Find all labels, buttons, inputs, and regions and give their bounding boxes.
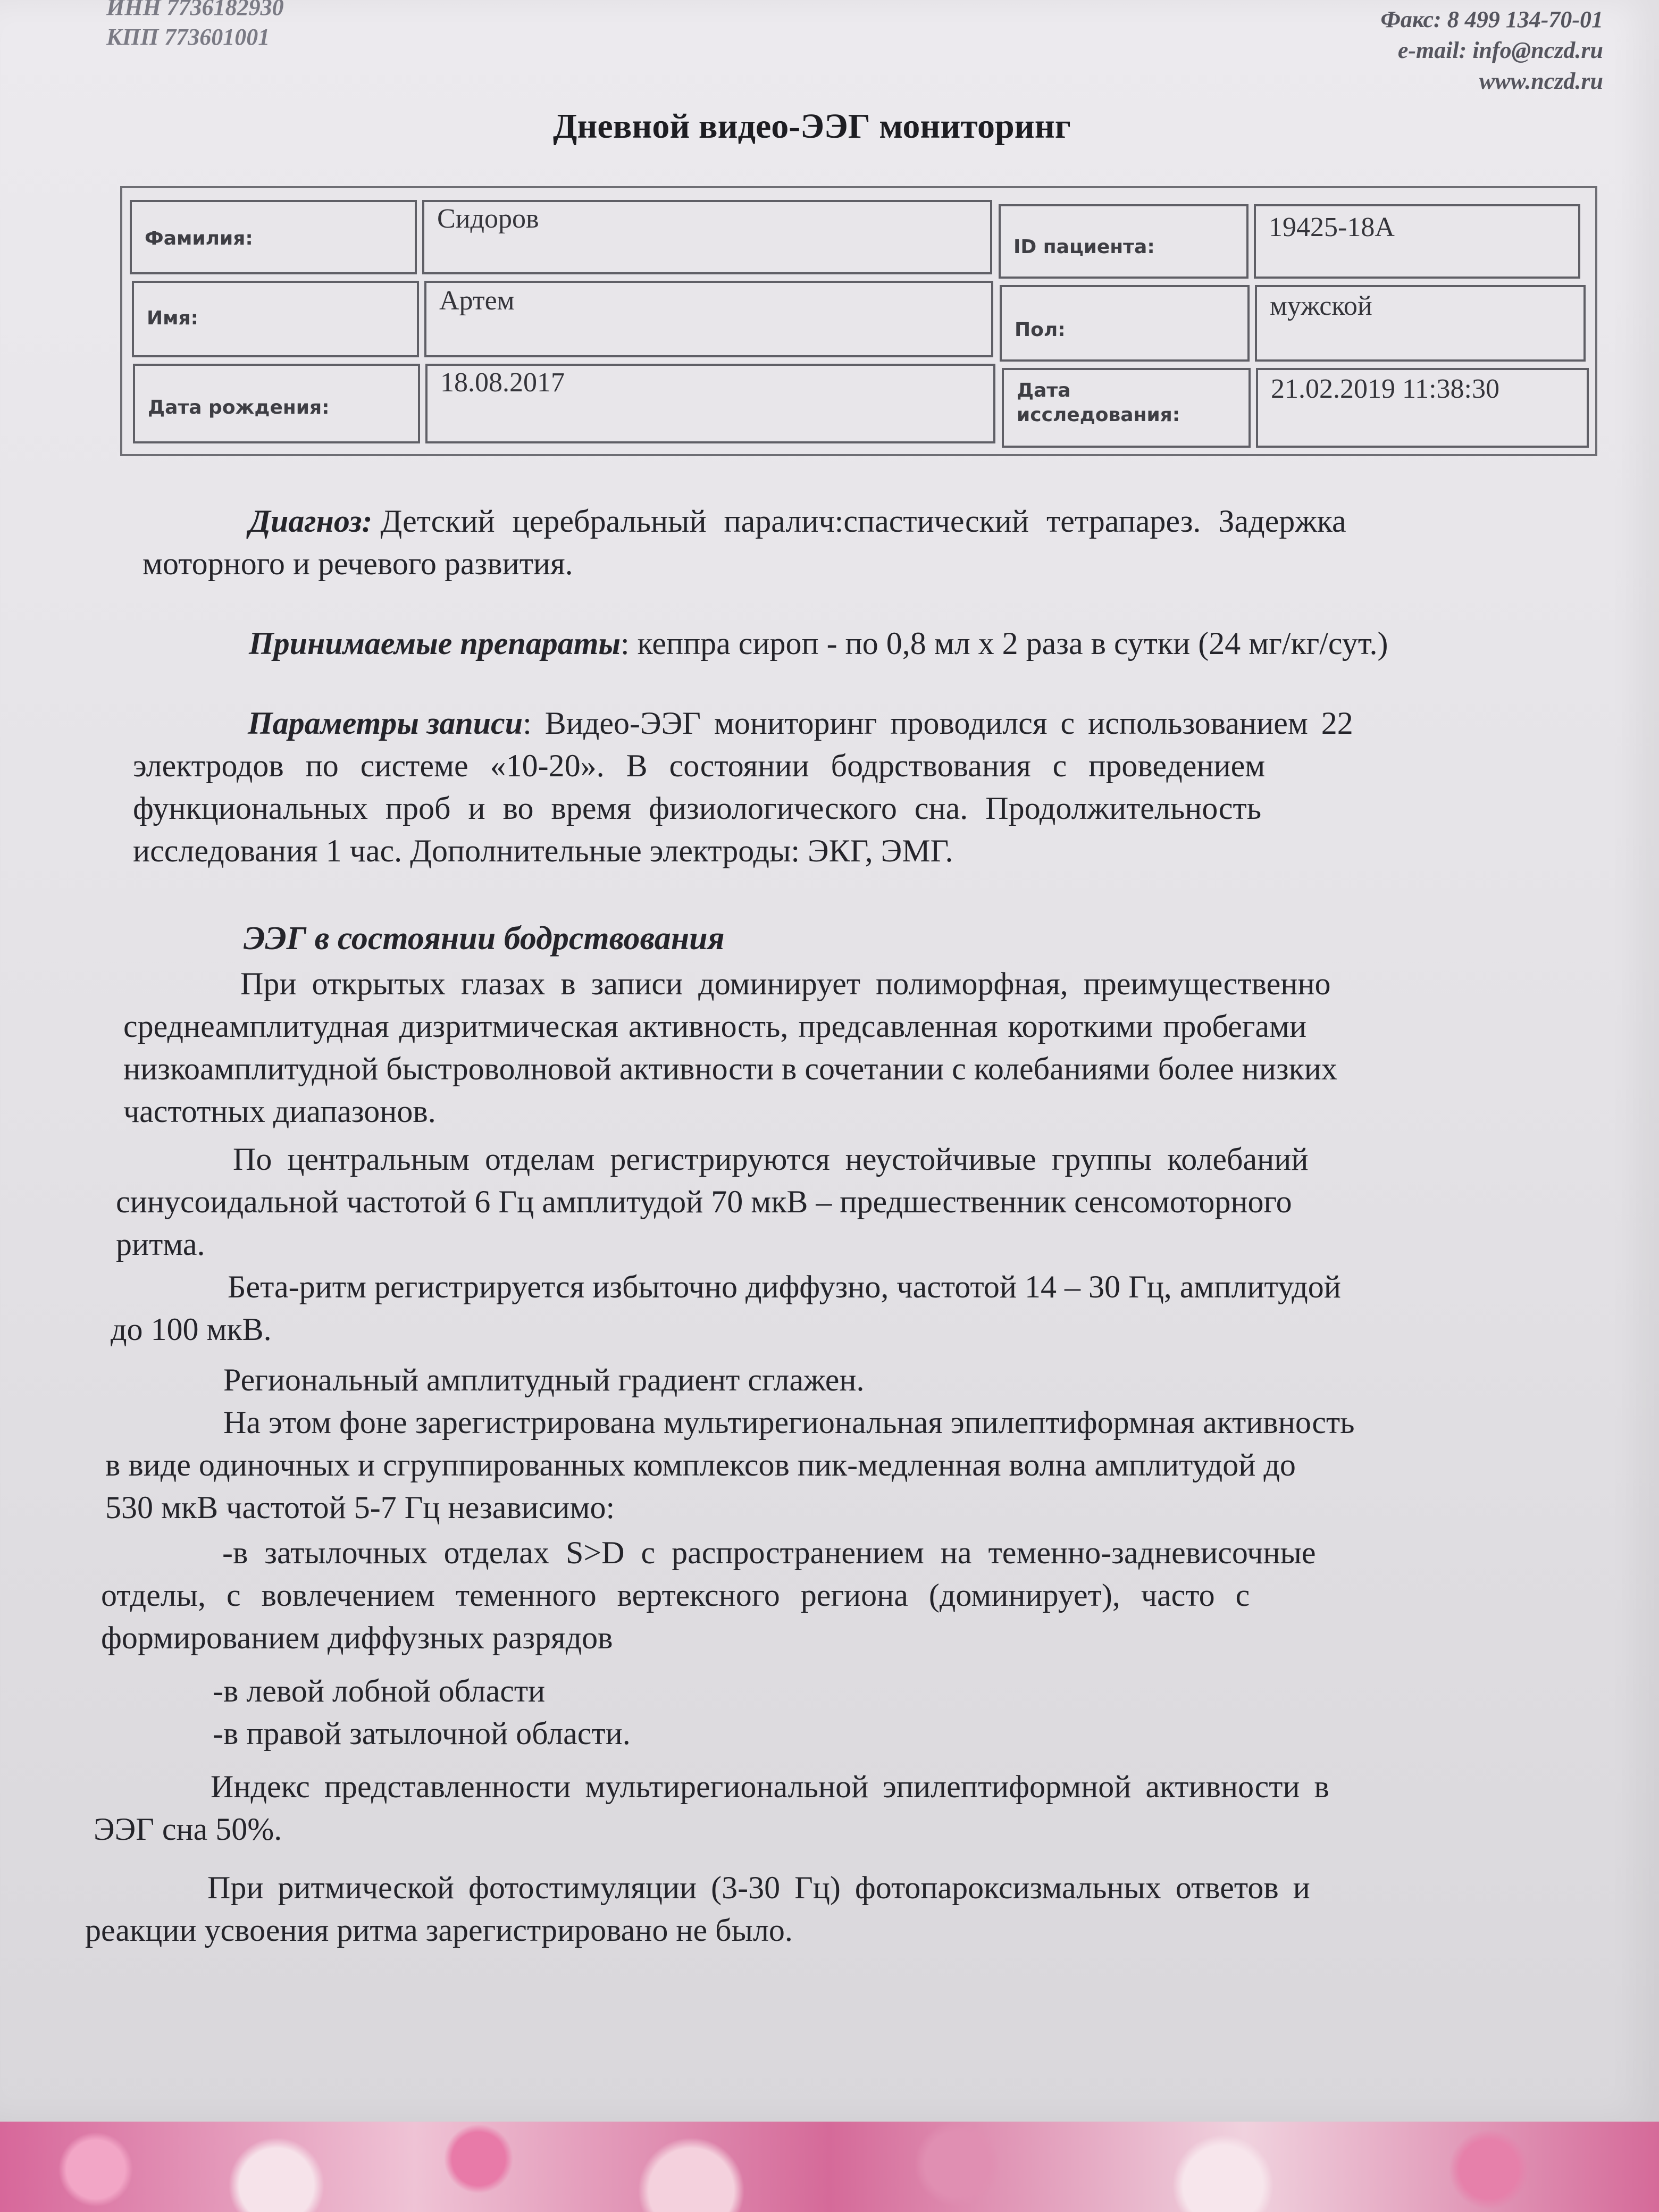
surname-value-cell (422, 200, 992, 274)
name-value: Артем (439, 286, 515, 316)
exam-date-value: 21.02.2019 11:38:30 (1271, 374, 1499, 404)
website-text: www.nczd.ru (1479, 68, 1603, 94)
exam-date-label-cell (1002, 368, 1251, 448)
wake-p5-line-3: 530 мкВ частотой 5-7 Гц независимо: (105, 1490, 615, 1525)
surname-value: Сидоров (437, 204, 539, 234)
params-line-2: электродов по системе «10-20». В состоянии бодрствования с проведением (133, 748, 1266, 783)
wake-p1-line-2: среднеамплитудная дизритмическая активность, предсавленная короткими пробегами (123, 1009, 1307, 1044)
wake-paragraph-1 (123, 962, 1337, 1133)
org-contacts (1380, 4, 1603, 97)
wake-p1-line-1: При открытых глазах в записи доминирует полиморфная, преимущественно (240, 966, 1331, 1001)
exam-date-value-cell (1256, 368, 1589, 448)
email-text: e-mail: info@nczd.ru (1397, 37, 1603, 63)
params-line-1: : Видео-ЭЭГ мониторинг проводился с использованием 22 (523, 706, 1353, 741)
diagnosis-label: Диагноз: (249, 504, 373, 539)
wake-paragraph-5 (105, 1401, 1355, 1529)
diagnosis-line-2: моторного и речевого развития. (143, 546, 573, 581)
wake-p5-line-1: На этом фоне зарегистрирована мультирегиональная эпилептиформная активность (223, 1405, 1355, 1440)
drugs-paragraph (249, 622, 1388, 665)
wake-paragraph-2 (116, 1138, 1309, 1266)
wake-p6-line-1: -в затылочных отделах S>D с распространением на теменно-задневисочные (222, 1535, 1316, 1570)
wake-p2-line-3: ритма. (116, 1227, 205, 1262)
params-paragraph (133, 702, 1353, 872)
fax-text: Факс: 8 499 134-70-01 (1380, 6, 1603, 32)
patient-id-label: ID пациента: (1013, 236, 1155, 258)
wake-p2-line-1: По центральным отделам регистрируются неустойчивые группы колебаний (233, 1142, 1309, 1177)
wake-p10-line-1: При ритмической фотостимуляции (3-30 Гц) фотопароксизмальных ответов и (207, 1870, 1310, 1905)
background-fabric (0, 2122, 1659, 2212)
org-requisites (106, 0, 284, 52)
birth-label-cell (133, 364, 420, 443)
wake-p7-line: -в левой лобной области (213, 1673, 546, 1708)
wake-paragraph-7 (213, 1670, 631, 1755)
drugs-label: Принимаемые препараты (249, 626, 621, 661)
sex-label-cell (1000, 285, 1250, 362)
wake-paragraph-9 (94, 1765, 1329, 1850)
sex-value: мужской (1270, 291, 1372, 321)
patient-id-value-cell (1254, 204, 1580, 279)
name-label: Имя: (147, 307, 199, 329)
diagnosis-paragraph (143, 500, 1578, 585)
params-line-3: функциональных проб и во время физиологического сна. Продолжительность (133, 791, 1262, 826)
wake-paragraph-3 (111, 1266, 1341, 1351)
wake-p6-line-3: формированием диффузных разрядов (101, 1620, 613, 1655)
wake-p4-line: Региональный амплитудный градиент сглажен. (223, 1362, 865, 1397)
patient-id-label-cell (999, 204, 1249, 279)
surname-label: Фамилия: (145, 228, 253, 249)
diagnosis-line-1: Детский церебральный паралич:спастический тетрапарез. Задержка (380, 504, 1346, 539)
sex-value-cell (1255, 285, 1586, 362)
wake-p1-line-4: частотных диапазонов. (123, 1094, 436, 1129)
birth-value-cell (425, 364, 995, 443)
wake-p2-line-2: синусоидальной частотой 6 Гц амплитудой 70 мкВ – предшественник сенсомоторного (116, 1184, 1292, 1219)
params-line-4: исследования 1 час. Дополнительные электроды: ЭКГ, ЭМГ. (133, 833, 953, 868)
exam-date-label-line1: Дата (1017, 380, 1071, 401)
wake-p5-line-2: в виде одиночных и сгруппированных комплексов пик-медленная волна амплитудой до (105, 1447, 1296, 1482)
wake-p3-line-1: Бета-ритм регистрируется избыточно диффузно, частотой 14 – 30 Гц, амплитудой (228, 1269, 1341, 1304)
exam-date-label-line2: исследования: (1017, 404, 1180, 426)
inn-text: ИНН 7736182930 (106, 0, 284, 20)
wake-paragraph-10 (85, 1866, 1310, 1951)
wake-section-heading: ЭЭГ в состоянии бодрствования (244, 920, 725, 957)
wake-paragraph-4 (223, 1359, 865, 1401)
wake-p8-line: -в правой затылочной области. (213, 1716, 631, 1751)
name-value-cell (424, 281, 993, 357)
wake-paragraph-6 (101, 1531, 1316, 1659)
wake-p9-line-2: ЭЭГ сна 50%. (94, 1812, 282, 1847)
name-label-cell (132, 281, 419, 357)
wake-p9-line-1: Индекс представленности мультирегиональной эпилептиформной активности в (211, 1769, 1329, 1804)
wake-p1-line-3: низкоамплитудной быстроволновой активности в сочетании с колебаниями более низких (123, 1051, 1337, 1086)
document-title: Дневной видео-ЭЭГ мониторинг (553, 107, 1071, 146)
kpp-text: КПП 773601001 (106, 24, 270, 50)
drugs-text: : кеппра сироп - по 0,8 мл х 2 раза в сутки (24 мг/кг/сут.) (621, 626, 1388, 661)
patient-id-value: 19425-18А (1269, 212, 1395, 242)
birth-value: 18.08.2017 (440, 367, 565, 398)
params-label: Параметры записи (248, 706, 523, 741)
patient-info-table (120, 186, 1597, 456)
birth-label: Дата рождения: (148, 397, 330, 418)
sex-label: Пол: (1015, 319, 1066, 341)
wake-p3-line-2: до 100 мкВ. (111, 1312, 272, 1347)
surname-label-cell (130, 200, 417, 274)
wake-p6-line-2: отделы, с вовлечением теменного вертексного региона (доминирует), часто с (101, 1578, 1250, 1613)
wake-p10-line-2: реакции усвоения ритма зарегистрировано не было. (85, 1913, 793, 1948)
